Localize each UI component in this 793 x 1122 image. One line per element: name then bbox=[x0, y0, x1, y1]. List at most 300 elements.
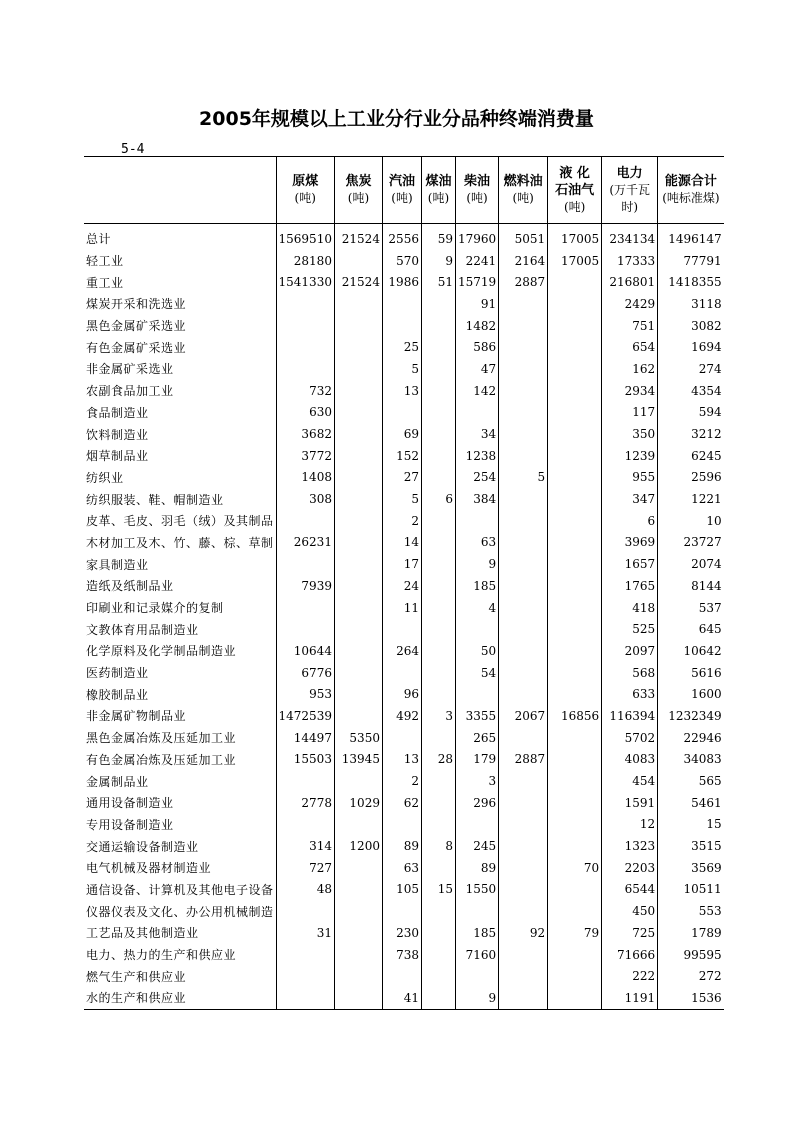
table-cell bbox=[499, 727, 548, 749]
table-cell: 54 bbox=[455, 662, 498, 684]
table-row bbox=[84, 879, 724, 901]
table-cell bbox=[382, 662, 421, 684]
row-label: 水的生产和供应业 bbox=[84, 987, 276, 1009]
row-label: 纺织业 bbox=[86, 470, 124, 485]
column-header-name: 能源合计 bbox=[664, 174, 717, 189]
table-cell bbox=[421, 965, 455, 987]
table-cell: 8 bbox=[421, 835, 455, 857]
table-cell: 51 bbox=[421, 271, 455, 293]
table-cell: 525 bbox=[602, 618, 658, 640]
table-cell: 308 bbox=[276, 488, 334, 510]
table-cell: 1541330 bbox=[276, 271, 334, 293]
table-cell bbox=[382, 402, 421, 424]
table-cell bbox=[421, 662, 455, 684]
table-row bbox=[84, 336, 724, 358]
row-label: 橡胶制品业 bbox=[86, 687, 149, 702]
table-cell: 1238 bbox=[455, 445, 498, 467]
table-cell: 179 bbox=[455, 749, 498, 771]
table-cell: 17 bbox=[382, 553, 421, 575]
table-cell: 3212 bbox=[658, 423, 724, 445]
table-cell: 4354 bbox=[658, 380, 724, 402]
table-cell: 62 bbox=[382, 792, 421, 814]
table-row bbox=[84, 640, 724, 662]
table-cell: 2097 bbox=[602, 640, 658, 662]
table-cell: 265 bbox=[455, 727, 498, 749]
table-cell: 2164 bbox=[499, 250, 548, 272]
table-cell: 2203 bbox=[602, 857, 658, 879]
table-cell bbox=[276, 315, 334, 337]
table-cell: 3082 bbox=[658, 315, 724, 337]
table-cell bbox=[499, 445, 548, 467]
table-cell bbox=[382, 315, 421, 337]
table-cell bbox=[499, 965, 548, 987]
table-cell: 9 bbox=[421, 250, 455, 272]
column-header bbox=[499, 157, 548, 224]
column-header bbox=[548, 157, 602, 224]
table-cell bbox=[334, 315, 382, 337]
table-cell: 570 bbox=[382, 250, 421, 272]
table-cell: 34 bbox=[455, 423, 498, 445]
table-cell bbox=[382, 293, 421, 315]
row-label: 总计 bbox=[86, 232, 112, 247]
table-cell: 1200 bbox=[334, 835, 382, 857]
table-cell: 13 bbox=[382, 380, 421, 402]
column-header bbox=[382, 157, 421, 224]
table-cell bbox=[421, 640, 455, 662]
table-cell: 586 bbox=[455, 336, 498, 358]
table-cell bbox=[548, 445, 602, 467]
table-row bbox=[84, 271, 724, 293]
table-cell: 553 bbox=[658, 900, 724, 922]
table-cell: 105 bbox=[382, 879, 421, 901]
table-cell: 2074 bbox=[658, 553, 724, 575]
table-row bbox=[84, 315, 724, 337]
table-cell: 34083 bbox=[658, 749, 724, 771]
table-cell: 1408 bbox=[276, 467, 334, 489]
table-cell bbox=[421, 575, 455, 597]
column-header-name: 汽油 bbox=[388, 174, 415, 189]
column-header bbox=[276, 157, 334, 224]
table-cell: 2596 bbox=[658, 467, 724, 489]
table-cell: 10 bbox=[658, 510, 724, 532]
table-cell bbox=[455, 965, 498, 987]
table-cell: 1472539 bbox=[276, 705, 334, 727]
table-cell: 12 bbox=[602, 814, 658, 836]
table-cell bbox=[548, 792, 602, 814]
table-cell bbox=[548, 727, 602, 749]
table-row bbox=[84, 987, 724, 1009]
table-cell bbox=[455, 814, 498, 836]
energy-consumption-table bbox=[84, 156, 724, 1010]
table-cell: 633 bbox=[602, 683, 658, 705]
row-label: 有色金属冶炼及压延加工业 bbox=[86, 752, 237, 767]
row-label: 烟草制品业 bbox=[86, 449, 149, 464]
table-cell bbox=[276, 618, 334, 640]
table-cell: 5461 bbox=[658, 792, 724, 814]
table-cell: 727 bbox=[276, 857, 334, 879]
table-cell: 1239 bbox=[602, 445, 658, 467]
table-cell: 216801 bbox=[602, 271, 658, 293]
table-cell bbox=[276, 900, 334, 922]
table-cell: 5350 bbox=[334, 727, 382, 749]
column-header-unit: (吨) bbox=[347, 191, 370, 205]
table-cell bbox=[499, 336, 548, 358]
table-cell bbox=[421, 315, 455, 337]
table-cell: 69 bbox=[382, 423, 421, 445]
table-cell: 1191 bbox=[602, 987, 658, 1009]
table-cell bbox=[421, 358, 455, 380]
column-header-unit: (吨标准煤) bbox=[662, 191, 720, 205]
table-cell: 9 bbox=[455, 987, 498, 1009]
table-cell bbox=[334, 662, 382, 684]
table-cell: 296 bbox=[455, 792, 498, 814]
table-cell: 6245 bbox=[658, 445, 724, 467]
table-cell: 492 bbox=[382, 705, 421, 727]
table-cell: 1496147 bbox=[658, 224, 724, 250]
table-cell: 1600 bbox=[658, 683, 724, 705]
table-cell: 2067 bbox=[499, 705, 548, 727]
table-cell bbox=[548, 336, 602, 358]
table-cell bbox=[548, 662, 602, 684]
table-row bbox=[84, 662, 724, 684]
table-cell: 230 bbox=[382, 922, 421, 944]
table-cell: 1550 bbox=[455, 879, 498, 901]
table-cell bbox=[334, 618, 382, 640]
table-cell: 3 bbox=[455, 770, 498, 792]
table-cell bbox=[276, 336, 334, 358]
table-cell: 15719 bbox=[455, 271, 498, 293]
table-cell: 1657 bbox=[602, 553, 658, 575]
table-row bbox=[84, 597, 724, 619]
row-label: 通用设备制造业 bbox=[86, 796, 174, 811]
table-cell: 13945 bbox=[334, 749, 382, 771]
table-cell: 71666 bbox=[602, 944, 658, 966]
table-cell: 10511 bbox=[658, 879, 724, 901]
table-cell: 59 bbox=[421, 224, 455, 250]
row-label: 非金属矿采选业 bbox=[86, 362, 174, 377]
column-header bbox=[602, 157, 658, 224]
table-cell bbox=[548, 770, 602, 792]
table-cell bbox=[382, 727, 421, 749]
table-cell: 3355 bbox=[455, 705, 498, 727]
table-row bbox=[84, 792, 724, 814]
table-row bbox=[84, 922, 724, 944]
table-cell: 418 bbox=[602, 597, 658, 619]
table-body bbox=[84, 224, 724, 1010]
table-cell: 245 bbox=[455, 835, 498, 857]
table-cell bbox=[334, 250, 382, 272]
table-cell bbox=[421, 944, 455, 966]
table-row bbox=[84, 467, 724, 489]
column-header-name: 原煤 bbox=[292, 174, 319, 189]
table-cell bbox=[334, 922, 382, 944]
table-cell bbox=[334, 575, 382, 597]
table-cell bbox=[421, 727, 455, 749]
table-cell: 15 bbox=[658, 814, 724, 836]
row-label: 纺织服装、鞋、帽制造业 bbox=[86, 492, 224, 507]
row-label: 黑色金属冶炼及压延加工业 bbox=[86, 731, 237, 746]
table-cell bbox=[548, 683, 602, 705]
table-cell: 1986 bbox=[382, 271, 421, 293]
column-header-unit: (吨) bbox=[563, 199, 586, 214]
table-cell bbox=[334, 532, 382, 554]
table-number: 5-4 bbox=[121, 142, 145, 157]
column-header-name: 焦炭 bbox=[345, 174, 372, 189]
row-label: 金属制品业 bbox=[86, 774, 149, 789]
table-cell bbox=[421, 293, 455, 315]
table-cell bbox=[421, 553, 455, 575]
table-cell: 17005 bbox=[548, 224, 602, 250]
column-header-unit: (吨) bbox=[466, 191, 488, 205]
table-cell: 99595 bbox=[658, 944, 724, 966]
table-cell bbox=[548, 835, 602, 857]
table-cell bbox=[334, 879, 382, 901]
table-cell bbox=[421, 770, 455, 792]
table-cell: 1221 bbox=[658, 488, 724, 510]
table-cell: 565 bbox=[658, 770, 724, 792]
table-cell bbox=[334, 402, 382, 424]
column-header-name: 煤油 bbox=[425, 174, 452, 189]
table-cell bbox=[548, 380, 602, 402]
row-label: 煤炭开采和洗选业 bbox=[86, 297, 187, 312]
table-cell bbox=[334, 380, 382, 402]
table-cell bbox=[548, 749, 602, 771]
table-cell: 11 bbox=[382, 597, 421, 619]
table-cell bbox=[548, 900, 602, 922]
table-cell: 25 bbox=[382, 336, 421, 358]
table-row bbox=[84, 224, 724, 250]
table-cell: 1232349 bbox=[658, 705, 724, 727]
table-cell bbox=[548, 293, 602, 315]
table-cell: 3772 bbox=[276, 445, 334, 467]
table-cell: 2429 bbox=[602, 293, 658, 315]
table-cell: 9 bbox=[455, 553, 498, 575]
table-cell bbox=[421, 510, 455, 532]
table-cell: 234134 bbox=[602, 224, 658, 250]
table-cell bbox=[334, 423, 382, 445]
table-cell bbox=[334, 965, 382, 987]
table-cell bbox=[334, 336, 382, 358]
table-row bbox=[84, 532, 724, 554]
table-cell: 1418355 bbox=[658, 271, 724, 293]
row-label: 电力、热力的生产和供应业 bbox=[86, 948, 237, 963]
table-cell: 347 bbox=[602, 488, 658, 510]
row-label: 专用设备制造业 bbox=[86, 817, 174, 832]
table-cell: 3515 bbox=[658, 835, 724, 857]
row-label: 燃气生产和供应业 bbox=[86, 969, 187, 984]
table-cell bbox=[421, 618, 455, 640]
table-cell: 254 bbox=[455, 467, 498, 489]
table-cell bbox=[548, 358, 602, 380]
table-cell: 185 bbox=[455, 922, 498, 944]
table-cell: 15 bbox=[421, 879, 455, 901]
column-header-unit: (万千瓦时) bbox=[609, 182, 650, 214]
table-cell: 2 bbox=[382, 510, 421, 532]
table-cell bbox=[548, 510, 602, 532]
table-cell: 15503 bbox=[276, 749, 334, 771]
column-header-name: 液 化 石油气 bbox=[555, 165, 595, 198]
table-cell bbox=[499, 987, 548, 1009]
table-cell: 314 bbox=[276, 835, 334, 857]
table-cell bbox=[455, 402, 498, 424]
table-row bbox=[84, 618, 724, 640]
table-cell: 79 bbox=[548, 922, 602, 944]
table-row bbox=[84, 749, 724, 771]
table-cell: 6776 bbox=[276, 662, 334, 684]
table-cell: 92 bbox=[499, 922, 548, 944]
table-cell: 14 bbox=[382, 532, 421, 554]
table-row bbox=[84, 814, 724, 836]
table-cell: 645 bbox=[658, 618, 724, 640]
table-cell: 117 bbox=[602, 402, 658, 424]
table-row bbox=[84, 944, 724, 966]
row-label: 印刷业和记录媒介的复制 bbox=[86, 601, 224, 616]
table-cell: 1323 bbox=[602, 835, 658, 857]
table-cell bbox=[455, 510, 498, 532]
column-header-unit: (吨) bbox=[391, 191, 413, 205]
table-cell: 725 bbox=[602, 922, 658, 944]
table-cell bbox=[421, 792, 455, 814]
table-cell: 5051 bbox=[499, 224, 548, 250]
table-row bbox=[84, 293, 724, 315]
table-cell: 4083 bbox=[602, 749, 658, 771]
table-cell: 6 bbox=[421, 488, 455, 510]
row-label: 食品制造业 bbox=[86, 405, 149, 420]
table-cell bbox=[334, 944, 382, 966]
table-cell: 41 bbox=[382, 987, 421, 1009]
table-row bbox=[84, 358, 724, 380]
table-cell bbox=[499, 814, 548, 836]
table-row bbox=[84, 770, 724, 792]
table-cell: 350 bbox=[602, 423, 658, 445]
table-cell: 28180 bbox=[276, 250, 334, 272]
row-label: 轻工业 bbox=[86, 254, 124, 269]
table-cell bbox=[499, 575, 548, 597]
table-cell: 2887 bbox=[499, 749, 548, 771]
table-cell: 31 bbox=[276, 922, 334, 944]
table-cell bbox=[548, 423, 602, 445]
table-cell bbox=[276, 965, 334, 987]
table-cell bbox=[499, 358, 548, 380]
table-header-row bbox=[84, 157, 724, 224]
table-cell: 22946 bbox=[658, 727, 724, 749]
table-cell bbox=[334, 987, 382, 1009]
table-row bbox=[84, 835, 724, 857]
table-cell: 2556 bbox=[382, 224, 421, 250]
table-row bbox=[84, 250, 724, 272]
table-cell: 3 bbox=[421, 705, 455, 727]
table-cell: 142 bbox=[455, 380, 498, 402]
table-cell bbox=[499, 683, 548, 705]
table-cell: 7160 bbox=[455, 944, 498, 966]
row-label: 木材加工及木、竹、藤、棕、草制 bbox=[86, 535, 274, 550]
table-cell: 17333 bbox=[602, 250, 658, 272]
table-cell bbox=[334, 510, 382, 532]
table-cell: 2241 bbox=[455, 250, 498, 272]
table-cell bbox=[455, 900, 498, 922]
table-cell bbox=[334, 467, 382, 489]
table-cell bbox=[334, 900, 382, 922]
table-cell bbox=[421, 467, 455, 489]
table-cell bbox=[548, 488, 602, 510]
table-cell: 26231 bbox=[276, 532, 334, 554]
table-cell: 630 bbox=[276, 402, 334, 424]
row-label: 通信设备、计算机及其他电子设备 bbox=[86, 882, 274, 897]
table-cell bbox=[455, 618, 498, 640]
table-cell: 77791 bbox=[658, 250, 724, 272]
table-row bbox=[84, 445, 724, 467]
column-header-unit: (吨) bbox=[427, 191, 450, 205]
table-cell bbox=[334, 683, 382, 705]
row-label: 皮革、毛皮、羽毛（绒）及其制品 bbox=[86, 514, 274, 529]
table-row bbox=[84, 705, 724, 727]
table-cell bbox=[499, 857, 548, 879]
column-header-unit: (吨) bbox=[512, 191, 534, 205]
table-cell: 751 bbox=[602, 315, 658, 337]
table-cell bbox=[334, 857, 382, 879]
table-cell: 654 bbox=[602, 336, 658, 358]
table-cell bbox=[421, 814, 455, 836]
column-header bbox=[455, 157, 498, 224]
table-cell bbox=[548, 618, 602, 640]
table-cell bbox=[421, 423, 455, 445]
table-row bbox=[84, 553, 724, 575]
table-cell bbox=[382, 814, 421, 836]
row-label: 文教体育用品制造业 bbox=[86, 622, 199, 637]
table-cell: 568 bbox=[602, 662, 658, 684]
table-cell bbox=[421, 900, 455, 922]
row-label: 黑色金属矿采选业 bbox=[86, 319, 187, 334]
table-cell bbox=[499, 423, 548, 445]
table-row bbox=[84, 423, 724, 445]
column-header-unit: (吨) bbox=[294, 191, 316, 205]
row-label: 化学原料及化学制品制造业 bbox=[86, 644, 237, 659]
row-label: 重工业 bbox=[86, 275, 124, 290]
table-row bbox=[84, 727, 724, 749]
table-cell bbox=[276, 358, 334, 380]
table-cell: 17005 bbox=[548, 250, 602, 272]
table-cell: 50 bbox=[455, 640, 498, 662]
table-cell: 272 bbox=[658, 965, 724, 987]
column-header-name: 电力 bbox=[616, 165, 643, 181]
table-cell bbox=[382, 618, 421, 640]
table-cell bbox=[421, 922, 455, 944]
table-cell: 5616 bbox=[658, 662, 724, 684]
table-cell: 1765 bbox=[602, 575, 658, 597]
table-cell: 1536 bbox=[658, 987, 724, 1009]
table-cell: 450 bbox=[602, 900, 658, 922]
table-cell bbox=[276, 510, 334, 532]
table-cell: 3682 bbox=[276, 423, 334, 445]
table-cell: 1694 bbox=[658, 336, 724, 358]
table-cell bbox=[548, 965, 602, 987]
table-cell: 594 bbox=[658, 402, 724, 424]
table-cell: 5 bbox=[382, 358, 421, 380]
table-cell: 48 bbox=[276, 879, 334, 901]
table-cell: 21524 bbox=[334, 224, 382, 250]
row-label: 家具制造业 bbox=[86, 557, 149, 572]
row-label: 工艺品及其他制造业 bbox=[86, 926, 199, 941]
table-cell bbox=[548, 402, 602, 424]
table-cell bbox=[499, 380, 548, 402]
table-cell bbox=[548, 271, 602, 293]
table-cell bbox=[334, 293, 382, 315]
table-cell: 2934 bbox=[602, 380, 658, 402]
table-cell: 1482 bbox=[455, 315, 498, 337]
table-cell: 63 bbox=[382, 857, 421, 879]
row-label: 饮料制造业 bbox=[86, 427, 149, 442]
table-cell bbox=[499, 618, 548, 640]
